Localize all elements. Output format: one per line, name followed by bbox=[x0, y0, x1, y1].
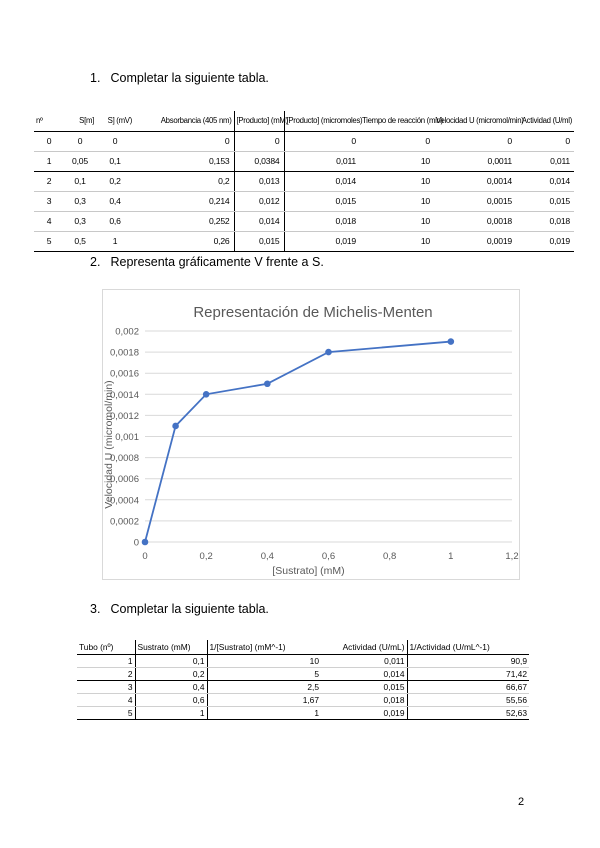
table-cell: 0 bbox=[134, 131, 234, 151]
y-tick-label: 0 bbox=[133, 537, 139, 549]
chart-gridlines bbox=[145, 331, 512, 542]
table-cell: 90,9 bbox=[407, 654, 529, 667]
table-cell: 1 bbox=[96, 231, 134, 251]
table-cell: 0,013 bbox=[234, 171, 284, 191]
section-3-title: Completar la siguiente tabla. bbox=[110, 602, 269, 616]
table-row bbox=[77, 680, 529, 693]
table-row bbox=[77, 706, 529, 719]
table-cell: 0,4 bbox=[135, 680, 207, 693]
table-cell: 0,015 bbox=[321, 680, 407, 693]
table-cell: 0,019 bbox=[516, 231, 574, 251]
chart-canvas bbox=[103, 290, 521, 581]
table-row bbox=[77, 667, 529, 680]
table-cell: 55,56 bbox=[407, 693, 529, 706]
table-cell: 2 bbox=[77, 667, 135, 680]
column-header: 1/[Sustrato] (mM^-1) bbox=[207, 640, 321, 654]
table-row bbox=[77, 693, 529, 706]
table-cell: 0 bbox=[96, 131, 134, 151]
table-row bbox=[34, 191, 574, 211]
lineweaver-burk-table bbox=[77, 640, 529, 720]
table-cell: 0 bbox=[360, 131, 434, 151]
table-cell: 5 bbox=[77, 706, 135, 719]
column-header: Actividad (U/mL) bbox=[321, 640, 407, 654]
table-cell: 0 bbox=[434, 131, 516, 151]
table-cell: 0,1 bbox=[135, 654, 207, 667]
column-header: Velocidad U (micromol/min) bbox=[434, 111, 516, 131]
table-cell: 0,2 bbox=[134, 171, 234, 191]
table-cell: 0,5 bbox=[64, 231, 96, 251]
table-cell: 0,018 bbox=[321, 693, 407, 706]
table-cell: 1 bbox=[207, 706, 321, 719]
table-cell: 0,019 bbox=[284, 231, 360, 251]
table-cell: 10 bbox=[207, 654, 321, 667]
y-tick-label: 0,0008 bbox=[109, 453, 139, 465]
table-row bbox=[34, 171, 574, 191]
table-row bbox=[34, 131, 574, 151]
experiment-table bbox=[34, 111, 574, 246]
section-2-heading bbox=[90, 255, 324, 269]
michaelis-menten-chart bbox=[102, 289, 520, 580]
column-header: Tubo (nº) bbox=[77, 640, 135, 654]
y-tick-label: 0,0016 bbox=[109, 368, 139, 380]
table-cell: 0,3 bbox=[64, 191, 96, 211]
column-header: Absorbancia (405 nm) bbox=[134, 111, 234, 131]
y-tick-label: 0,0014 bbox=[109, 389, 139, 401]
table-cell: 0,014 bbox=[284, 171, 360, 191]
table-cell: 10 bbox=[360, 191, 434, 211]
data-point bbox=[325, 349, 332, 356]
table-cell: 0,26 bbox=[134, 231, 234, 251]
table-cell: 0,011 bbox=[321, 654, 407, 667]
table-cell: 0,153 bbox=[134, 151, 234, 171]
x-tick-label: 1 bbox=[448, 551, 454, 562]
data-point bbox=[448, 338, 455, 345]
table-row bbox=[77, 654, 529, 667]
x-tick-label: 0,8 bbox=[383, 551, 397, 562]
column-header: [Producto] (micromoles) bbox=[284, 111, 360, 131]
data-point bbox=[264, 380, 271, 387]
series-line bbox=[145, 342, 451, 542]
x-tick-label: 0,2 bbox=[199, 551, 213, 562]
table-row bbox=[34, 151, 574, 171]
y-axis-label: Velocidad U (micromol/min) bbox=[103, 380, 115, 509]
table-cell: 10 bbox=[360, 171, 434, 191]
column-header: 1/Actividad (U/mL^-1) bbox=[407, 640, 529, 654]
table-cell: 1,67 bbox=[207, 693, 321, 706]
table-cell: 0,0011 bbox=[434, 151, 516, 171]
x-tick-label: 0,4 bbox=[260, 551, 274, 562]
table-cell: 5 bbox=[34, 231, 64, 251]
table-cell: 0 bbox=[516, 131, 574, 151]
table-cell: 10 bbox=[360, 151, 434, 171]
y-tick-label: 0,0006 bbox=[109, 474, 139, 486]
table-cell: 0,0019 bbox=[434, 231, 516, 251]
column-header: Tiempo de reacción (min) bbox=[360, 111, 434, 131]
column-header: S[m] bbox=[64, 111, 96, 131]
section-2-title: Representa gráficamente V frente a S. bbox=[110, 255, 324, 269]
section-3-heading bbox=[90, 602, 269, 616]
table-cell: 0,1 bbox=[64, 171, 96, 191]
table-cell: 0,0015 bbox=[434, 191, 516, 211]
table-cell: 0,015 bbox=[516, 191, 574, 211]
table-cell: 0,015 bbox=[234, 231, 284, 251]
x-tick-label: 0,6 bbox=[321, 551, 336, 562]
column-header: Sustrato (mM) bbox=[135, 640, 207, 654]
data-point bbox=[203, 391, 210, 398]
table-row bbox=[34, 231, 574, 251]
table-cell: 0,0018 bbox=[434, 211, 516, 231]
table-cell: 0,6 bbox=[96, 211, 134, 231]
table-cell: 0 bbox=[64, 131, 96, 151]
table-cell: 0,014 bbox=[516, 171, 574, 191]
table-cell: 0,014 bbox=[234, 211, 284, 231]
section-3-number: 3. bbox=[90, 602, 101, 616]
table-cell: 1 bbox=[135, 706, 207, 719]
data-point bbox=[172, 423, 179, 430]
section-1-title: Completar la siguiente tabla. bbox=[110, 71, 269, 85]
y-tick-label: 0,0018 bbox=[109, 347, 139, 359]
table-cell: 0,019 bbox=[321, 706, 407, 719]
table-cell: 0,014 bbox=[321, 667, 407, 680]
table-cell: 0,0384 bbox=[234, 151, 284, 171]
column-header: nº bbox=[34, 111, 64, 131]
table-cell: 1 bbox=[77, 654, 135, 667]
table-cell: 2,5 bbox=[207, 680, 321, 693]
y-tick-label: 0,0012 bbox=[109, 410, 139, 422]
table-cell: 10 bbox=[360, 231, 434, 251]
column-header: S] (mV) bbox=[96, 111, 134, 131]
table-cell: 0,6 bbox=[135, 693, 207, 706]
table-cell: 0,05 bbox=[64, 151, 96, 171]
table-cell: 3 bbox=[77, 680, 135, 693]
table-cell: 0,252 bbox=[134, 211, 234, 231]
page-number: 2 bbox=[518, 796, 525, 808]
chart-series bbox=[142, 338, 454, 545]
x-tick-label: 0 bbox=[142, 551, 148, 562]
table-cell: 2 bbox=[34, 171, 64, 191]
table-cell: 0,4 bbox=[96, 191, 134, 211]
table-cell: 0,2 bbox=[96, 171, 134, 191]
table-cell: 0,2 bbox=[135, 667, 207, 680]
table-header-row bbox=[34, 111, 574, 131]
section-1-number: 1. bbox=[90, 71, 101, 85]
table-cell: 5 bbox=[207, 667, 321, 680]
y-tick-label: 0,0002 bbox=[109, 516, 139, 528]
table-header-row bbox=[77, 640, 529, 654]
table-cell: 0,0014 bbox=[434, 171, 516, 191]
table-cell: 4 bbox=[77, 693, 135, 706]
data-point bbox=[142, 539, 149, 546]
section-2-number: 2. bbox=[90, 255, 101, 269]
table-cell: 0,018 bbox=[516, 211, 574, 231]
x-axis-label: [Sustrato] (mM) bbox=[272, 565, 345, 577]
table-cell: 10 bbox=[360, 211, 434, 231]
section-1-heading bbox=[90, 71, 269, 85]
x-tick-label: 1,2 bbox=[505, 551, 519, 562]
table-cell: 3 bbox=[34, 191, 64, 211]
y-tick-label: 0,0004 bbox=[109, 495, 139, 507]
table-cell: 66,67 bbox=[407, 680, 529, 693]
table-cell: 0,012 bbox=[234, 191, 284, 211]
table-cell: 71,42 bbox=[407, 667, 529, 680]
table-cell: 0,015 bbox=[284, 191, 360, 211]
table-cell: 0,018 bbox=[284, 211, 360, 231]
table-cell: 0,011 bbox=[516, 151, 574, 171]
table-cell: 0 bbox=[234, 131, 284, 151]
table-cell: 52,63 bbox=[407, 706, 529, 719]
column-header: [Producto] (mM) bbox=[234, 111, 284, 131]
table-cell: 0,214 bbox=[134, 191, 234, 211]
table-cell: 4 bbox=[34, 211, 64, 231]
y-tick-label: 0,002 bbox=[115, 326, 139, 338]
table-cell: 0 bbox=[34, 131, 64, 151]
table-cell: 1 bbox=[34, 151, 64, 171]
column-header: Actividad (U/ml) bbox=[516, 111, 574, 131]
table-cell: 0 bbox=[284, 131, 360, 151]
table-row bbox=[34, 211, 574, 231]
table-cell: 0,3 bbox=[64, 211, 96, 231]
table-cell: 0,011 bbox=[284, 151, 360, 171]
table-cell: 0,1 bbox=[96, 151, 134, 171]
y-tick-label: 0,001 bbox=[115, 432, 139, 443]
chart-title: Representación de Michelis-Menten bbox=[193, 304, 433, 321]
